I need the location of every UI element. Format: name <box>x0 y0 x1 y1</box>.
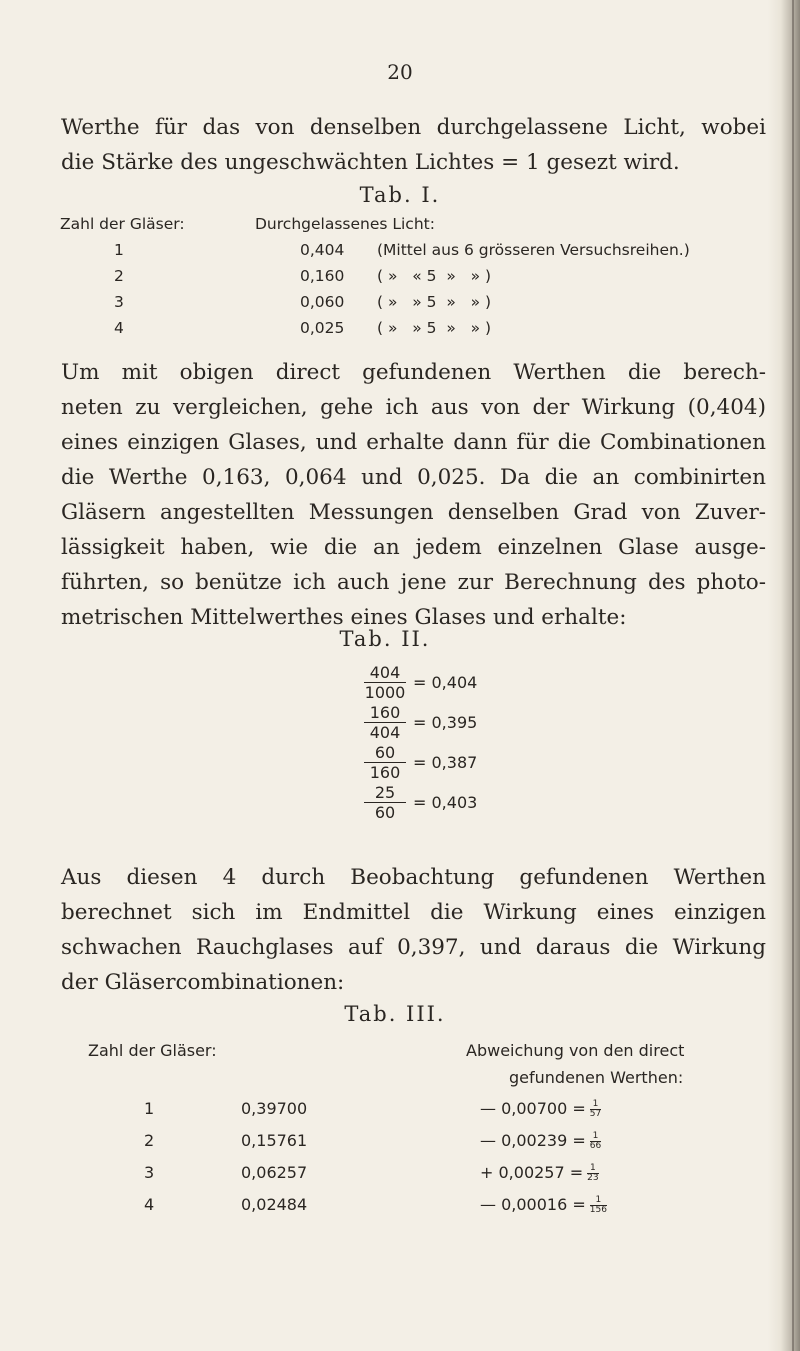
text-line: die Stärke des ungeschwächten Lichtes = 1 gesezt wird. <box>61 150 680 175</box>
table-cell-count: 1 <box>144 1099 155 1118</box>
text-line: Aus diesen 4 durch Beobachtung gefundenen Werthen <box>61 865 766 890</box>
text-line: Gläsern angestellten Messungen denselben Grad von Zuver- <box>61 500 766 525</box>
table-cell-deviation <box>480 1163 599 1183</box>
equation-result: = 0,403 <box>413 793 478 812</box>
fraction-denominator: 60 <box>374 803 396 822</box>
paragraph-2 <box>61 355 766 635</box>
fraction-numerator: 160 <box>364 704 406 723</box>
table-cell-value: 0,160 <box>300 267 345 285</box>
table-cell-count: 4 <box>144 1195 155 1214</box>
table-2-title: Tab. II. <box>339 627 431 651</box>
table-cell-deviation <box>480 1131 601 1151</box>
fraction-denominator: 66 <box>589 1141 602 1151</box>
equation-result: = 0,387 <box>413 753 478 772</box>
fraction-numerator: 25 <box>364 784 406 803</box>
table-cell-value: 0,025 <box>300 319 345 337</box>
table-1-title: Tab. I. <box>359 183 441 207</box>
text-line: metrischen Mittelwerthes eines Glases und erhalte: <box>61 605 627 630</box>
table-1-header-glaeser: Zahl der Gläser: <box>60 215 185 233</box>
fraction-numerator: 1 <box>587 1164 598 1174</box>
fraction <box>364 664 406 703</box>
fraction <box>364 784 406 823</box>
fraction <box>364 704 406 743</box>
paragraph-3 <box>61 860 766 1000</box>
table-3-header-abweichung: Abweichung von den direct <box>466 1041 685 1060</box>
table-3-header-abweichung-2: gefundenen Werthen: <box>509 1068 684 1087</box>
fraction-numerator: 1 <box>590 1100 601 1110</box>
table-cell-note: ( » » 5 » » ) <box>377 293 492 311</box>
intro-paragraph <box>61 110 766 180</box>
deviation-text: + 0,00257 = <box>480 1163 584 1182</box>
table-cell-deviation <box>480 1195 607 1215</box>
fraction-numerator: 404 <box>364 664 406 683</box>
table-cell-count: 4 <box>114 319 124 337</box>
table-cell-value: 0,15761 <box>241 1131 308 1150</box>
table-cell-count: 3 <box>114 293 124 311</box>
text-line: der Gläsercombinationen: <box>61 970 345 995</box>
table-cell-note: (Mittel aus 6 grösseren Versuchsreihen.) <box>377 241 690 259</box>
table-3-header-glaeser: Zahl der Gläser: <box>88 1041 217 1060</box>
table-cell-value: 0,02484 <box>241 1195 308 1214</box>
text-line: eines einzigen Glases, und erhalte dann für die Combinationen <box>61 430 766 455</box>
table-cell-note: ( » « 5 » » ) <box>377 267 492 285</box>
text-line: berechnet sich im Endmittel die Wirkung eines einzigen <box>61 900 766 925</box>
table-3-title: Tab. III. <box>344 1002 446 1026</box>
deviation-fraction <box>590 1100 601 1119</box>
text-line: Werthe für das von denselben durchgelassene Licht, wobei <box>61 115 766 140</box>
fraction-denominator: 23 <box>587 1173 599 1183</box>
deviation-fraction <box>587 1164 598 1183</box>
table-1-header-licht: Durchgelassenes Licht: <box>255 215 435 233</box>
fraction-denominator: 160 <box>369 763 401 782</box>
fraction-denominator: 57 <box>589 1109 602 1119</box>
text-line: führten, so benütze ich auch jene zur Berechnung des photo- <box>61 570 766 595</box>
deviation-text: — 0,00016 = <box>480 1195 586 1214</box>
deviation-fraction <box>590 1196 607 1215</box>
deviation-text: — 0,00239 = <box>480 1131 586 1150</box>
table-cell-count: 2 <box>114 267 124 285</box>
table-cell-value: 0,06257 <box>241 1163 308 1182</box>
table-cell-value: 0,39700 <box>241 1099 308 1118</box>
text-line: die Werthe 0,163, 0,064 und 0,025. Da die an combinirten <box>61 465 766 490</box>
table-cell-count: 3 <box>144 1163 155 1182</box>
text-line: schwachen Rauchglases auf 0,397, und daraus die Wirkung <box>61 935 766 960</box>
table-cell-value: 0,404 <box>300 241 345 259</box>
deviation-text: — 0,00700 = <box>480 1099 586 1118</box>
table-cell-note: ( » » 5 » » ) <box>377 319 492 337</box>
page-number: 20 <box>387 60 413 84</box>
text-line: Um mit obigen direct gefundenen Werthen die berech- <box>61 360 766 385</box>
table-cell-count: 1 <box>114 241 124 259</box>
fraction-numerator: 1 <box>590 1196 607 1206</box>
fraction-denominator: 1000 <box>364 683 406 702</box>
equation-result: = 0,404 <box>413 673 478 692</box>
fraction <box>364 744 406 783</box>
text-line: neten zu vergleichen, gehe ich aus von der Wirkung (0,404) <box>61 395 766 420</box>
fraction-denominator: 156 <box>589 1205 607 1215</box>
deviation-fraction <box>590 1132 601 1151</box>
fraction-numerator: 60 <box>364 744 406 763</box>
table-cell-value: 0,060 <box>300 293 345 311</box>
fraction-numerator: 1 <box>590 1132 601 1142</box>
text-line: lässigkeit haben, wie die an jedem einzelnen Glase ausge- <box>61 535 766 560</box>
fraction-denominator: 404 <box>369 723 401 742</box>
table-cell-deviation <box>480 1099 601 1119</box>
equation-result: = 0,395 <box>413 713 478 732</box>
table-cell-count: 2 <box>144 1131 155 1150</box>
